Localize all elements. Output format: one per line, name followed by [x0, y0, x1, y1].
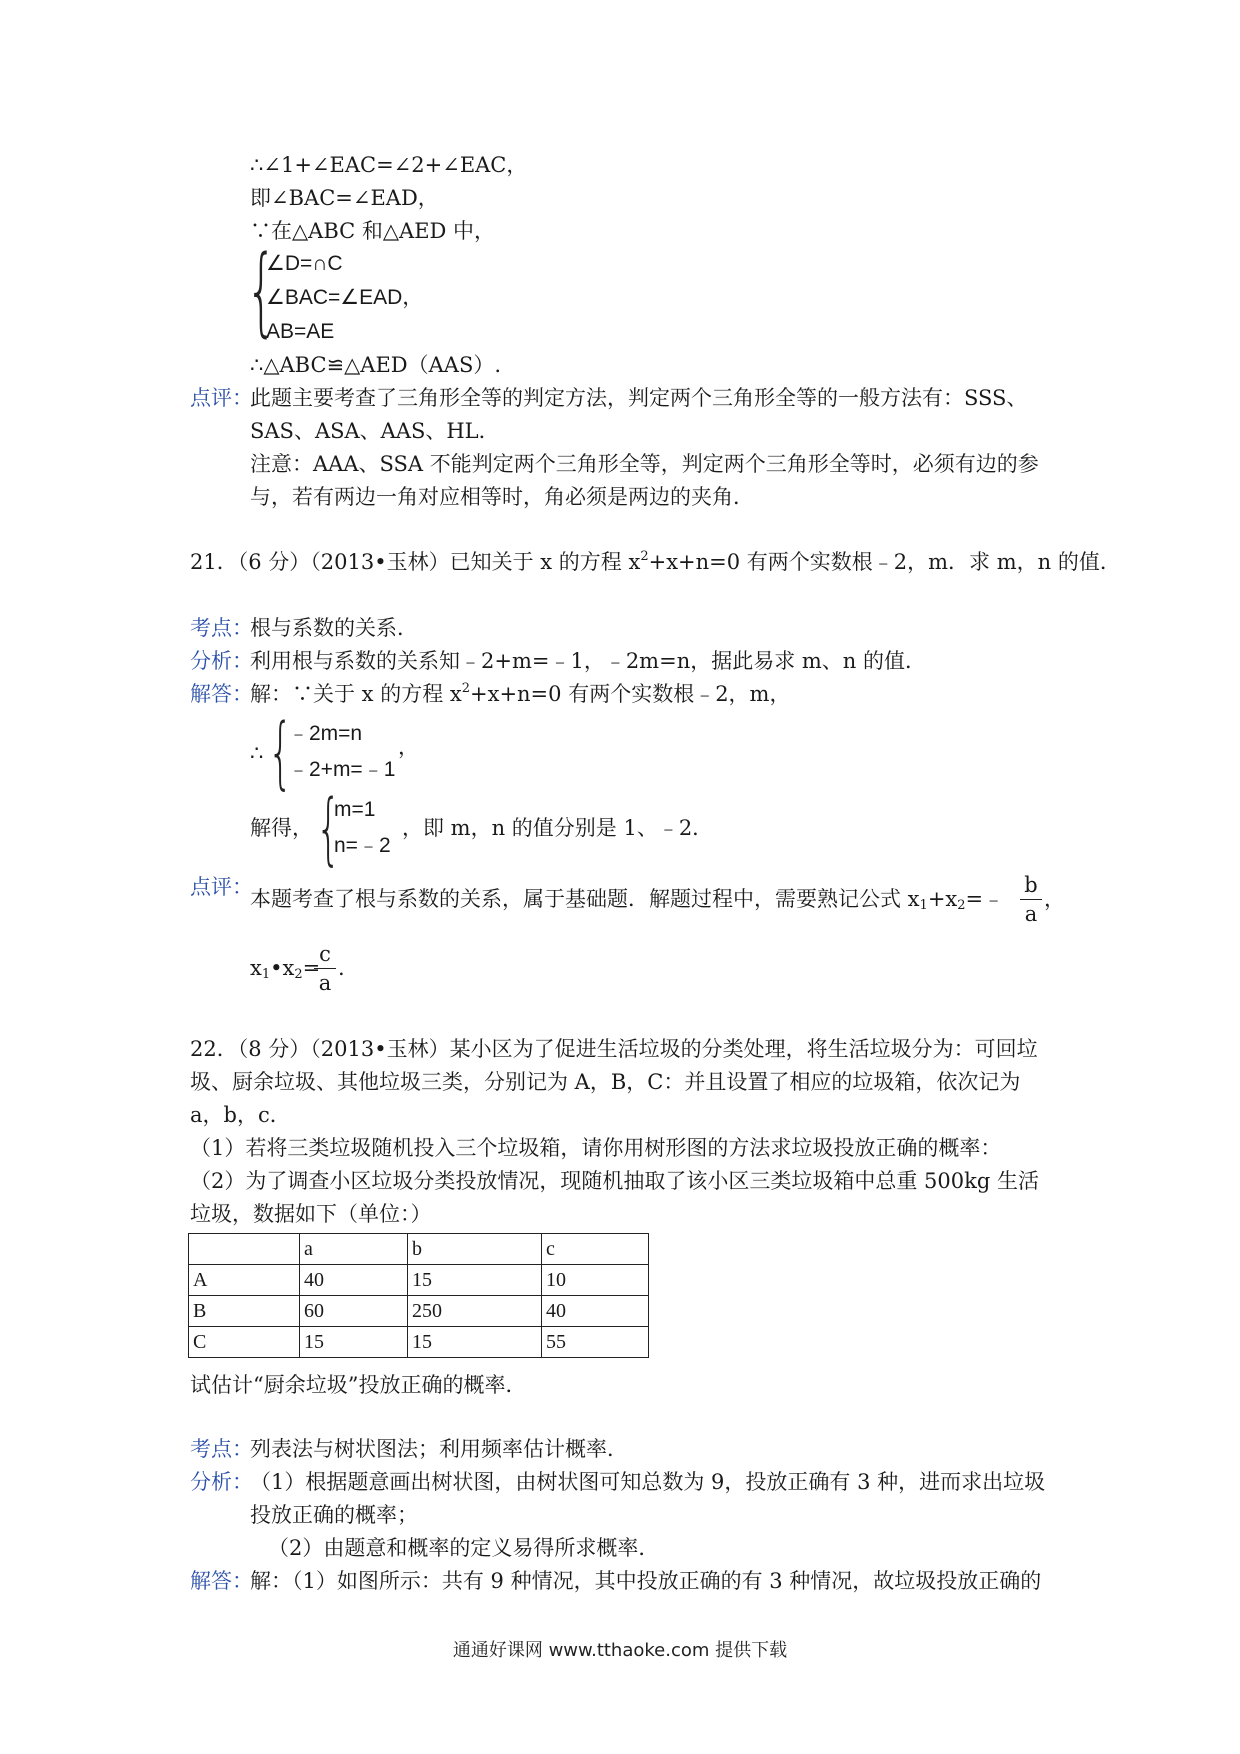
- q22-fenxi-label: 分析：: [190, 1470, 253, 1494]
- q21-dianping-tail: ，: [1044, 887, 1065, 911]
- q22-line-1: 22．（8 分）（2013•玉林）某小区为了促进生活垃圾的分类处理，将生活垃圾分为：可回垃: [190, 1037, 1038, 1061]
- table-cell: [189, 1234, 300, 1265]
- system-eq-3: AB=AE: [266, 320, 335, 343]
- q21-system1-tail: ，: [398, 735, 419, 759]
- proof-line-3: ∵在△ABC 和△AED 中，: [250, 219, 496, 243]
- q22-part-2: （2）为了调查小区垃圾分类投放情况，现随机抽取了该小区三类垃圾箱中总重 500kg 生活: [190, 1169, 1039, 1193]
- q21-formula-2-tail: .: [338, 956, 345, 980]
- q22-fenxi-3: （2）由题意和概率的定义易得所求概率．: [268, 1536, 660, 1560]
- proof-line-1: ∴∠1+∠EAC=∠2+∠EAC，: [250, 153, 528, 177]
- q21-solve-tail: ，即 m，n 的值分别是 1、﹣2．: [402, 816, 714, 840]
- table-cell: a: [300, 1234, 408, 1265]
- table-cell: 15: [300, 1327, 408, 1358]
- q21-kaodian-label: 考点：: [190, 616, 253, 640]
- q21-dianping-text: 本题考查了根与系数的关系，属于基础题．解题过程中，需要熟记公式 $x_1+x_2=﹣$: [250, 887, 1005, 913]
- table-row: [189, 1296, 649, 1327]
- fraction-b-over-a: b a: [1020, 872, 1042, 927]
- q21-formula-2: $x_1•x_2=$: [250, 956, 321, 982]
- comment-line-2: SAS、ASA、AAS、HL．: [250, 419, 500, 443]
- table-cell: B: [189, 1296, 300, 1327]
- q21-system2-brace: {: [316, 784, 341, 874]
- q22-part-1: （1）若将三类垃圾随机投入三个垃圾箱，请你用树形图的方法求垃圾投放正确的概率：: [190, 1136, 1002, 1160]
- q22-kaodian: 列表法与树状图法；利用频率估计概率．: [250, 1437, 628, 1461]
- q22-jieda-label: 解答：: [190, 1569, 253, 1593]
- table-cell: 55: [542, 1327, 649, 1358]
- q21-system1-eq-1: ﹣2m=n: [288, 722, 363, 745]
- table-row: [189, 1265, 649, 1296]
- q22-fenxi-1: （1）根据题意画出树状图，由树状图可知总数为 9，投放正确有 3 种，进而求出垃圾: [250, 1470, 1046, 1494]
- q21-solve-label: 解得，: [250, 816, 313, 840]
- comment-label: 点评：: [190, 386, 253, 410]
- system-brace: {: [246, 235, 277, 347]
- table-row: [189, 1234, 649, 1265]
- comment-line-1: 此题主要考查了三角形全等的判定方法，判定两个三角形全等的一般方法有：SSS、: [250, 386, 1028, 410]
- comment-line-4: 与，若有两边一角对应相等时，角必须是两边的夹角．: [250, 485, 754, 509]
- q21-system1-brace: {: [268, 708, 293, 798]
- q21-therefore: ∴: [250, 741, 264, 765]
- q22-line-3: a，b，c．: [190, 1103, 291, 1127]
- q21-fenxi: 利用根与系数的关系知﹣2+m=﹣1，﹣2m=n，据此易求 m、n 的值．: [250, 649, 927, 673]
- q21-stem: 21．（6 分）（2013•玉林）已知关于 x 的方程 $x^2+x+n=0$ 有两个实数根﹣2，m．求 m，n 的值．: [190, 549, 1121, 574]
- fraction-c-over-a: c a: [314, 941, 336, 996]
- q21-system2-eq-1: m=1: [334, 798, 376, 821]
- table-row: [189, 1327, 649, 1358]
- table-cell: b: [408, 1234, 542, 1265]
- proof-conclusion: ∴△ABC≌△AED（AAS）.: [250, 353, 502, 377]
- q22-jieda: 解：（1）如图所示：共有 9 种情况，其中投放正确的有 3 种情况，故垃圾投放正确的: [250, 1569, 1042, 1593]
- system-eq-2: ∠BAC=∠EAD，: [266, 286, 424, 309]
- q22-question: 试估计“厨余垃圾”投放正确的概率．: [190, 1373, 527, 1397]
- page-footer: 通通好课网 www.tthaoke.com 提供下载: [452, 1640, 788, 1661]
- q22-part-2-cont: 垃圾，数据如下（单位：）: [190, 1202, 432, 1226]
- q21-kaodian: 根与系数的关系．: [250, 616, 418, 640]
- q21-system2-eq-2: n=﹣2: [334, 834, 391, 857]
- q21-jieda-label: 解答：: [190, 682, 253, 706]
- table-cell: 40: [300, 1265, 408, 1296]
- table-cell: 15: [408, 1265, 542, 1296]
- q22-kaodian-label: 考点：: [190, 1437, 253, 1461]
- system-eq-1: ∠D=∩C: [266, 252, 343, 275]
- table-cell: 15: [408, 1327, 542, 1358]
- q21-system1-eq-2: ﹣2+m=﹣1: [288, 758, 396, 781]
- q21-fenxi-label: 分析：: [190, 649, 253, 673]
- q21-dianping-label: 点评：: [190, 875, 253, 899]
- comment-line-3: 注意：AAA、SSA 不能判定两个三角形全等，判定两个三角形全等时，必须有边的参: [250, 452, 1039, 476]
- q22-fenxi-2: 投放正确的概率；: [250, 1503, 418, 1527]
- table-cell: 250: [408, 1296, 542, 1327]
- proof-line-2: 即∠BAC=∠EAD，: [250, 186, 439, 210]
- q21-jieda: 解：∵关于 x 的方程 $x^2+x+n=0$ 有两个实数根﹣2，m，: [250, 681, 791, 706]
- table-cell: 60: [300, 1296, 408, 1327]
- q22-line-2: 圾、厨余垃圾、其他垃圾三类，分别记为 A，B，C：并且设置了相应的垃圾箱，依次记为: [190, 1070, 1021, 1094]
- garbage-data-table: [188, 1233, 649, 1358]
- table-cell: 10: [542, 1265, 649, 1296]
- table-cell: A: [189, 1265, 300, 1296]
- table-cell: c: [542, 1234, 649, 1265]
- table-cell: 40: [542, 1296, 649, 1327]
- table-cell: C: [189, 1327, 300, 1358]
